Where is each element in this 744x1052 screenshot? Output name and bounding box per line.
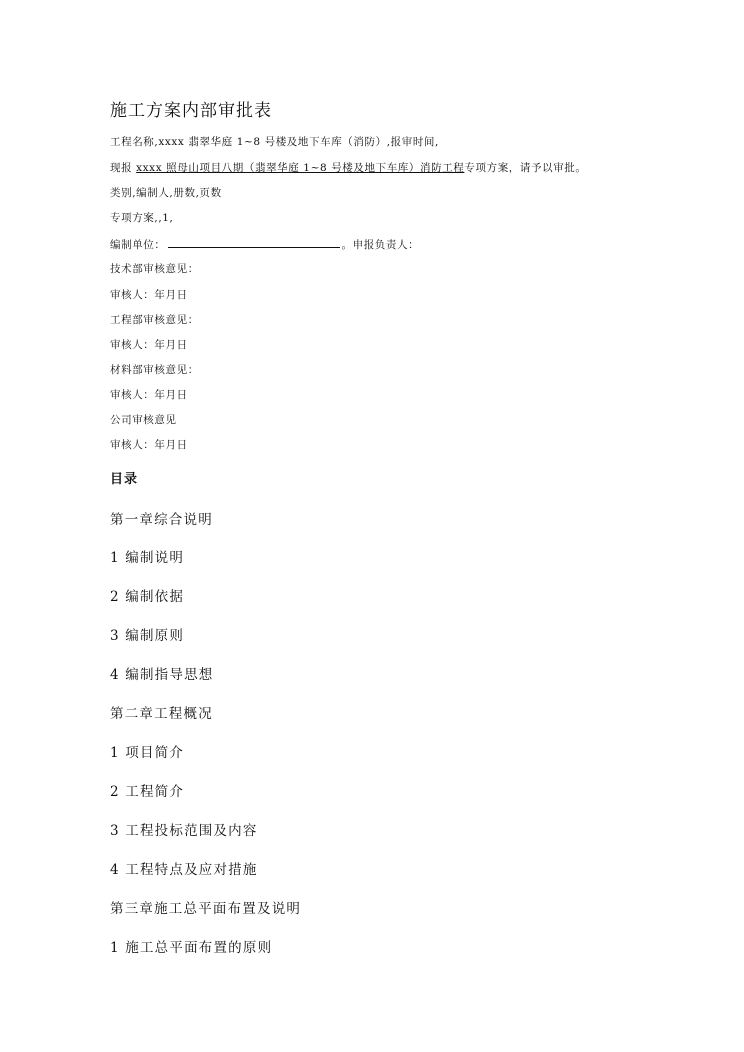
toc-item: 1 编制说明: [110, 550, 185, 566]
material-dept-review-label: 材料部审核意见：: [110, 364, 199, 376]
report-prefix: 现报: [110, 162, 137, 174]
company-reviewer-sign: 审核人：年月日: [110, 439, 188, 451]
material-dept-reviewer-sign: 审核人：年月日: [110, 389, 188, 401]
toc-item: 1 施工总平面布置的原则: [110, 940, 273, 956]
document-title: 施工方案内部审批表: [110, 101, 272, 121]
company-review-label: 公司审核意见: [110, 414, 177, 426]
toc-item: 第三章施工总平面布置及说明: [110, 901, 302, 917]
report-line: [110, 160, 587, 175]
category-header-line: 类别,编制人,册数,页数: [110, 187, 222, 199]
tech-dept-review-label: 技术部审核意见：: [110, 263, 199, 275]
toc-item: 1 项目简介: [110, 745, 185, 761]
tech-dept-reviewer-sign: 审核人：年月日: [110, 289, 188, 301]
toc-item: 第二章工程概况: [110, 706, 213, 722]
project-name-line: 工程名称,xxxx 翡翠华庭 1~8 号楼及地下车库（消防）,报审时间,: [110, 136, 439, 148]
toc-item: 4 编制指导思想: [110, 667, 214, 683]
special-plan-line: 专项方案,,1,: [110, 212, 174, 224]
report-project-name: xxxx 照母山项目八期（翡翠华庭 1~8 号楼及地下车库）消防工程: [136, 162, 465, 174]
toc-item: 2 编制依据: [110, 589, 185, 605]
report-suffix: 专项方案，请予以审批。: [464, 162, 587, 174]
eng-dept-review-label: 工程部审核意见：: [110, 314, 199, 326]
compiler-line: [110, 236, 419, 252]
toc-item: 4 工程特点及应对措施: [110, 862, 258, 878]
toc-item: 3 工程投标范围及内容: [110, 823, 258, 839]
applicant-label: 。申报负责人：: [341, 239, 420, 251]
toc-item: 2 工程简介: [110, 784, 185, 800]
toc-heading: 目录: [110, 472, 139, 487]
toc-item: 第一章综合说明: [110, 512, 213, 528]
eng-dept-reviewer-sign: 审核人：年月日: [110, 339, 188, 351]
compiler-blank-field: [168, 236, 340, 248]
compiler-label: 编制单位：: [110, 239, 166, 251]
toc-item: 3 编制原则: [110, 628, 185, 644]
